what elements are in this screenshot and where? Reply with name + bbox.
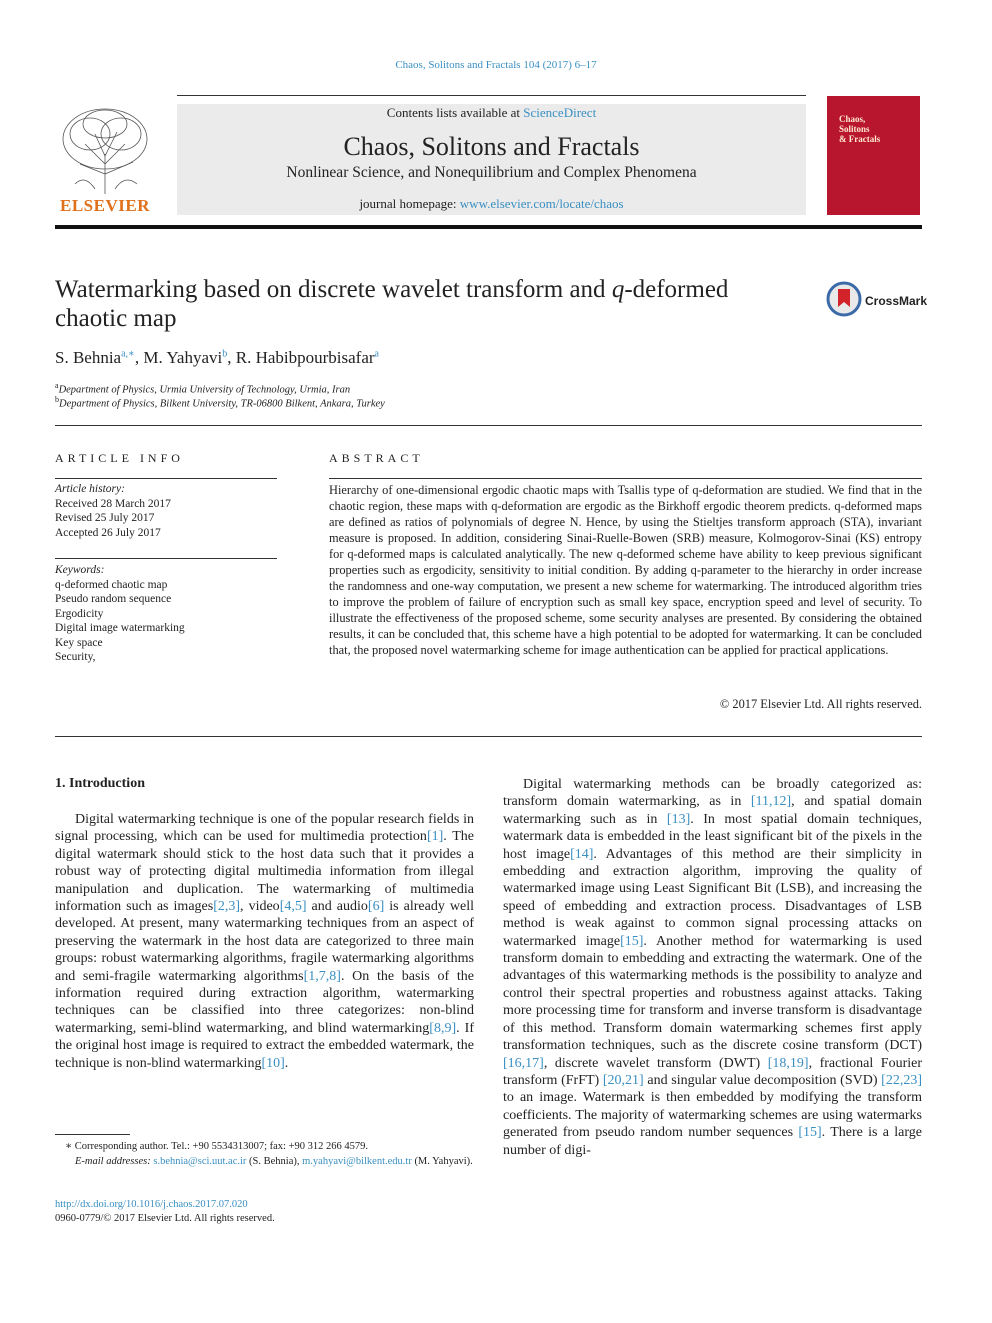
text-run: . In most spatial domain techniques, watermark data is embedded in the least significant bit of the pixels in the host image bbox=[503, 811, 922, 862]
text-run: . On the basis of the information required during extraction algorithm, watermarking techniques can be classified into three categorizes: non-blind watermarking, semi-blind watermarking, and blind watermarking bbox=[55, 968, 474, 1036]
author-affiliation-mark[interactable]: b bbox=[222, 348, 228, 360]
text-run: . There is a large number of digi- bbox=[503, 1125, 922, 1158]
citation-link[interactable]: [15] bbox=[798, 1125, 822, 1141]
footnote-rule bbox=[55, 1134, 130, 1135]
journal-subtitle: Nonlinear Science, and Nonequilibrium and Complex Phenomena bbox=[286, 164, 697, 181]
intro-left-column bbox=[55, 811, 474, 1072]
elsevier-wordmark: ELSEVIER bbox=[60, 196, 150, 215]
history-label: Article history: bbox=[55, 483, 125, 495]
journal-reference[interactable]: Chaos, Solitons and Fractals 104 (2017) 6–17 bbox=[395, 59, 597, 71]
citation-link[interactable]: [20,21] bbox=[602, 1072, 644, 1088]
abstract-text: Hierarchy of one-dimensional ergodic chaotic maps with Tsallis type of q-deformation are studied. We find that in the chaotic region, these maps with q-deformation are ergodic as the Birkhoff ergodic theorem predicts. q-deformed maps are defined as ratios of polynomials of degree N. Hence, by using the Stieltjes transform approach (STA), invariant measure is proposed. In addition, considering Sinai-Ruelle-Bowen (SRB) measure, Kolmogorov-Sinai (KS) entropy for q-deformed maps is calculated analytically. The new q-deformed scheme have ability to keep previous significant properties such as ergodicity, sensitivity to initial condition. By adding q-parameter to the hierarchy in order increase the randomness and one-way computation, we present a new scheme for watermarking. The introduced algorithm tries to improve the problem of failure of encryption such as small key space, encryption speed and level of security. To illustrate the effectiveness of the proposed scheme, some security analyses are presented. By considering the obtained results, it can be concluded that, this scheme have a high potential to be adopted for watermarking. It can be concluded that, the proposed novel watermarking scheme for image authentication can be applied for practical applications. bbox=[329, 483, 922, 657]
text-run: . The digital watermark should stick to the host data such that it provides a robust way of protecting digital multimedia information from illegal manipulation and duplication. The watermarking of multimedia information such as images bbox=[55, 829, 474, 915]
citation-link[interactable]: [18,19] bbox=[767, 1055, 809, 1071]
issn-line: 0960-0779/© 2017 Elsevier Ltd. All rights reserved. bbox=[55, 1213, 275, 1224]
citation-link[interactable]: [10] bbox=[261, 1055, 285, 1071]
text-run: . bbox=[284, 1055, 289, 1071]
homepage-prefix: journal homepage: bbox=[359, 196, 460, 211]
text-run: and singular value decomposition (SVD) bbox=[643, 1072, 882, 1088]
text-run: , discrete wavelet transform (DWT) bbox=[543, 1055, 768, 1071]
affiliation bbox=[55, 395, 385, 410]
citation-link[interactable]: [14] bbox=[570, 846, 594, 862]
author-name[interactable]: R. Habibpourbisafar bbox=[235, 348, 375, 367]
title-line-2: chaotic map bbox=[55, 305, 177, 332]
crossmark-badge[interactable] bbox=[826, 281, 928, 321]
cover-title: Chaos, Solitons & Fractals bbox=[839, 114, 881, 144]
intro-right-column bbox=[503, 776, 922, 1159]
author-name[interactable]: S. Behnia bbox=[55, 348, 122, 367]
divider bbox=[329, 478, 922, 479]
paragraph bbox=[503, 776, 922, 1159]
keyword: Pseudo random sequence bbox=[55, 593, 172, 605]
text-run: , fractional Fourier transform (FrFT) bbox=[503, 1055, 922, 1088]
email-owner: (M. Yahyavi). bbox=[411, 1155, 473, 1167]
contents-prefix: Contents lists available at bbox=[386, 105, 524, 120]
citation-link[interactable]: [1] bbox=[426, 829, 444, 845]
text-run: Digital watermarking technique is one of the popular research fields in signal processing, which can be used for multimedia protection bbox=[55, 812, 474, 845]
revised-date: Revised 25 July 2017 bbox=[55, 512, 155, 524]
homepage-link[interactable]: www.elsevier.com/locate/chaos bbox=[459, 196, 624, 211]
author-affiliation-mark[interactable]: a,∗ bbox=[121, 348, 135, 360]
text-run: . If the original host image is required to extract the embedded watermark, the technique is non-blind watermarking bbox=[55, 1020, 474, 1071]
keyword: Security, bbox=[55, 651, 96, 663]
title-q: q bbox=[611, 276, 625, 303]
email-label: E-mail addresses: bbox=[75, 1155, 154, 1167]
citation-link[interactable]: [15] bbox=[620, 933, 644, 949]
crossmark-icon bbox=[826, 281, 862, 317]
text-run: to an image. Watermark is then embedded by modifying the transform coefficients. The majority of watermarking schemes are using watermarks generated from pseudo random number sequences bbox=[503, 1090, 922, 1141]
keyword: Digital image watermarking bbox=[55, 622, 185, 634]
received-date: Received 28 March 2017 bbox=[55, 497, 171, 510]
keywords-label: Keywords: bbox=[55, 564, 105, 576]
affiliation-text: Department of Physics, Urmia University of Technology, Urmia, Iran bbox=[58, 384, 351, 396]
email-note bbox=[55, 1155, 474, 1170]
text-run: Digital watermarking methods can be broadly categorized as: transform domain watermarking, as in bbox=[503, 777, 922, 810]
accepted-date: Accepted 26 July 2017 bbox=[55, 526, 161, 539]
journal-title: Chaos, Solitons and Fractals bbox=[343, 132, 640, 161]
author-affiliation-mark[interactable]: a bbox=[374, 348, 379, 360]
citation-link[interactable]: [13] bbox=[666, 811, 691, 827]
journal-homepage bbox=[177, 196, 806, 212]
footnotes bbox=[55, 1140, 474, 1169]
text-run: . Another method for watermarking is used transform domain to embedding and extracting the watermark. One of the advantages of this watermarking methods is the possibility to analyze and control their spectral properties and robustness against attacks. Taking more processing time for transform and inverse transform is disadvantage of this method. Transform domain watermarking schemes first apply transformation techniques, such as the discrete cosine transform (DCT) bbox=[503, 933, 922, 1054]
journal-cover-image bbox=[827, 96, 920, 215]
corresponding-author-note: ∗ Corresponding author. Tel.: +90 5534313007; fax: +90 312 266 4579. bbox=[65, 1141, 368, 1152]
author-name[interactable]: M. Yahyavi bbox=[143, 348, 223, 367]
doi-text[interactable]: http://dx.doi.org/10.1016/j.chaos.2017.07.020 bbox=[55, 1199, 248, 1210]
divider bbox=[55, 425, 922, 426]
citation-link[interactable]: [22,23] bbox=[881, 1072, 922, 1088]
citation-link[interactable]: [4,5] bbox=[279, 899, 307, 915]
citation-link[interactable]: [2,3] bbox=[213, 899, 241, 915]
email-link[interactable]: s.behnia@sci.uut.ac.ir bbox=[153, 1155, 247, 1167]
header-bottom-rule bbox=[55, 225, 922, 229]
text-run: and audio bbox=[306, 899, 368, 915]
citation-link[interactable]: [6] bbox=[367, 899, 385, 915]
doi-link[interactable] bbox=[55, 1198, 248, 1213]
divider bbox=[55, 478, 277, 479]
author-list: S. Behnia$^{a,∗}$, M. Yahyavi$^b$, R. Habibpourbisafar$^a$ bbox=[55, 348, 379, 367]
citation-link[interactable]: [1,7,8] bbox=[303, 968, 341, 984]
abstract-copyright: © 2017 Elsevier Ltd. All rights reserved. bbox=[719, 697, 922, 711]
keyword: q-deformed chaotic map bbox=[55, 578, 168, 591]
contents-availability bbox=[177, 105, 806, 121]
abstract-heading: ABSTRACT bbox=[329, 451, 424, 465]
citation-link[interactable]: [8,9] bbox=[429, 1020, 457, 1036]
affiliation bbox=[55, 381, 350, 396]
title-part-2: -deformed bbox=[624, 276, 729, 303]
article-history bbox=[55, 482, 277, 540]
paragraph bbox=[55, 811, 474, 1072]
affiliation-mark: a bbox=[55, 381, 59, 390]
keywords bbox=[55, 563, 277, 665]
divider bbox=[55, 736, 922, 737]
text-run: , video bbox=[240, 899, 280, 915]
email-link[interactable]: m.yahyavi@bilkent.edu.tr bbox=[302, 1155, 412, 1167]
article-title bbox=[55, 275, 795, 333]
section-heading: 1. Introduction bbox=[55, 776, 145, 791]
crossmark-label: CrossMark bbox=[865, 294, 928, 308]
divider bbox=[55, 558, 277, 559]
citation-link[interactable]: [11,12] bbox=[750, 794, 792, 810]
citation-link[interactable]: [16,17] bbox=[503, 1055, 544, 1071]
keyword: Ergodicity bbox=[55, 607, 104, 620]
article-info-heading: ARTICLE INFO bbox=[55, 451, 184, 465]
keyword: Key space bbox=[55, 636, 103, 649]
text-run: is already well developed. At present, many watermarking techniques from an aspect of preserving the watermark in the host data are categorized to three main groups: robust watermarking algorithms, fragile watermarking algorithms and semi-fragile watermarking algorithms bbox=[55, 899, 475, 984]
text-run: , and spatial domain watermarking such as in bbox=[503, 794, 922, 827]
header-top-rule bbox=[177, 95, 806, 96]
text-run: . Advantages of this method are their simplicity in embedding and extraction algorithm, improving the quality of watermarked image using Least Significant Bit (LSB), and increasing the speed of embedding and extraction process. Disadvantages of LSB method is weak against to common signal processing attacks on watermarked image bbox=[503, 846, 922, 949]
title-part-1: Watermarking based on discrete wavelet transform and bbox=[55, 276, 612, 303]
sciencedirect-link[interactable]: ScienceDirect bbox=[523, 105, 597, 120]
affiliation-mark: b bbox=[55, 395, 59, 404]
email-owner: (S. Behnia), bbox=[246, 1155, 303, 1167]
affiliation-text: Department of Physics, Bilkent University, TR-06800 Bilkent, Ankara, Turkey bbox=[59, 398, 385, 410]
